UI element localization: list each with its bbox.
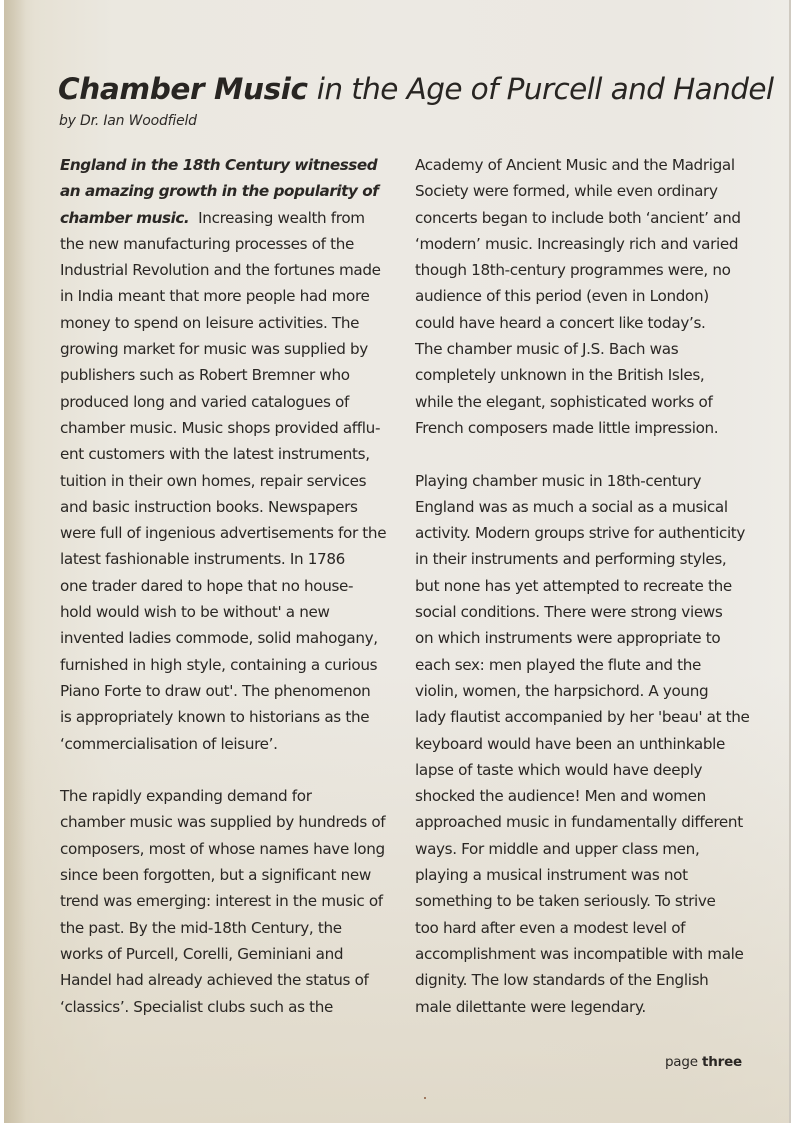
- text-line: completely unknown in the British Isles,: [415, 366, 705, 385]
- text-line: the new manufacturing processes of the: [60, 234, 355, 253]
- text-line: each sex: men played the flute and the: [415, 655, 702, 674]
- text-line: produced long and varied catalogues of: [60, 392, 349, 411]
- text-line: playing a musical instrument was not: [415, 866, 688, 885]
- text-line: ‘modern’ music. Increasingly rich and varied: [415, 234, 739, 253]
- paragraph-spacer: [415, 441, 760, 467]
- text-line: keyboard would have been an unthinkable: [415, 734, 725, 753]
- text-line: accomplishment was incompatible with male: [415, 944, 744, 963]
- text-line: lady flautist accompanied by her 'beau' at the: [415, 708, 750, 727]
- title-remainder: in the Age of Purcell and Handel: [316, 72, 774, 106]
- text-line: the past. By the mid-18th Century, the: [60, 918, 342, 937]
- text-line: The rapidly expanding demand for: [60, 787, 312, 806]
- text-line: Playing chamber music in 18th-century: [415, 471, 702, 490]
- text-line: shocked the audience! Men and women: [415, 787, 706, 806]
- text-line: lapse of taste which would have deeply: [415, 760, 703, 779]
- text-line: trend was emerging: interest in the music of: [60, 892, 383, 911]
- text-line: Society were formed, while even ordinary: [415, 182, 718, 201]
- text-line: in their instruments and performing styles,: [415, 550, 727, 569]
- page-label: page: [664, 1054, 698, 1070]
- text-line: on which instruments were appropriate to: [415, 629, 721, 648]
- right-column: [415, 152, 760, 1020]
- text-line: money to spend on leisure activities. The: [60, 313, 360, 332]
- text-line: chamber music was supplied by hundreds of: [60, 813, 386, 832]
- lead-line-end: chamber music.: [60, 208, 190, 227]
- text-line: publishers such as Robert Bremner who: [60, 366, 350, 385]
- text-line: tuition in their own homes, repair services: [60, 471, 367, 490]
- paragraph-demand: [60, 783, 405, 1020]
- text-line: latest fashionable instruments. In 1786: [60, 550, 345, 569]
- text-line: were full of ingenious advertisements for the: [60, 524, 387, 543]
- text-line: hold would wish to be without' a new: [60, 603, 330, 622]
- paragraph-academy: [415, 152, 760, 441]
- text-line: chamber music. Music shops provided afflu-: [60, 418, 381, 437]
- text-line: Academy of Ancient Music and the Madrigal: [415, 156, 735, 174]
- text-line: furnished in high style, containing a curious: [60, 655, 378, 674]
- text-line-continuation: Increasing wealth from: [189, 208, 365, 227]
- left-column: [60, 152, 405, 1020]
- text-line: Piano Forte to draw out'. The phenomenon: [60, 681, 371, 700]
- text-line: works of Purcell, Corelli, Geminiani and: [60, 944, 344, 963]
- text-line: though 18th-century programmes were, no: [415, 261, 731, 280]
- text-line: ways. For middle and upper class men,: [415, 839, 700, 858]
- title-emphasis: Chamber Music: [58, 72, 308, 106]
- paragraph-intro-body: [60, 231, 405, 757]
- text-line: ent customers with the latest instruments,: [60, 445, 370, 464]
- text-line: invented ladies commode, solid mahogany,: [60, 629, 378, 648]
- text-line: could have heard a concert like today’s.: [415, 313, 706, 332]
- magazine-page: [4, 0, 791, 1123]
- text-line: ‘commercialisation of leisure’.: [60, 734, 278, 753]
- text-line: male dilettante were legendary.: [415, 997, 646, 1016]
- text-line: ‘classics’. Specialist clubs such as the: [60, 997, 334, 1016]
- paragraph-spacer: [60, 757, 405, 783]
- text-line: Handel had already achieved the status of: [60, 971, 369, 990]
- lead-line: an amazing growth in the popularity of: [60, 182, 379, 201]
- text-line: activity. Modern groups strive for authenticity: [415, 524, 746, 543]
- paragraph-social: [415, 468, 760, 1020]
- text-line: but none has yet attempted to recreate the: [415, 576, 732, 595]
- text-line: composers, most of whose names have long: [60, 839, 385, 858]
- text-line: and basic instruction books. Newspapers: [60, 497, 358, 516]
- text-line: is appropriately known to historians as the: [60, 708, 370, 727]
- lead-line: England in the 18th Century witnessed: [60, 156, 378, 174]
- page-number-word: three: [701, 1054, 742, 1070]
- text-line: approached music in fundamentally different: [415, 813, 743, 832]
- author-byline: by Dr. Ian Woodfield: [59, 113, 197, 129]
- article-title: [58, 72, 774, 106]
- paper-speck: [424, 1097, 426, 1099]
- text-line: too hard after even a modest level of: [415, 918, 686, 937]
- text-line: dignity. The low standards of the English: [415, 971, 709, 990]
- text-line: violin, women, the harpsichord. A young: [415, 681, 709, 700]
- text-line: in India meant that more people had more: [60, 287, 370, 306]
- text-line: concerts began to include both ‘ancient’ and: [415, 208, 741, 227]
- text-line: audience of this period (even in London): [415, 287, 709, 306]
- text-line: England was as much a social as a musical: [415, 497, 728, 516]
- text-line: while the elegant, sophisticated works of: [415, 392, 713, 411]
- text-line: one trader dared to hope that no house-: [60, 576, 354, 595]
- paragraph-intro: [60, 152, 405, 757]
- text-line: growing market for music was supplied by: [60, 340, 368, 359]
- text-line: French composers made little impression.: [415, 418, 719, 437]
- text-line: The chamber music of J.S. Bach was: [415, 340, 679, 359]
- text-line: social conditions. There were strong views: [415, 603, 723, 622]
- text-line: Industrial Revolution and the fortunes made: [60, 261, 381, 280]
- text-line: since been forgotten, but a significant new: [60, 866, 371, 885]
- page-edge: [789, 0, 791, 1123]
- page-number: [665, 1054, 742, 1070]
- text-line: [60, 205, 405, 231]
- text-line: something to be taken seriously. To strive: [415, 892, 716, 911]
